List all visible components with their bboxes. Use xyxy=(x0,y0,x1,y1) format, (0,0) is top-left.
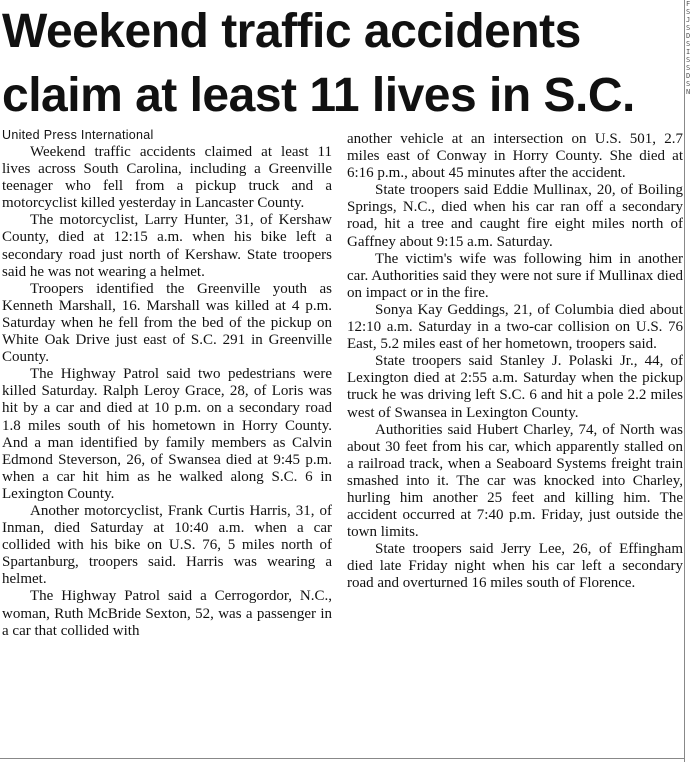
adjacent-column-fragment: F S J S D S I S S D S N xyxy=(686,0,691,96)
paragraph: Authorities said Hubert Charley, 74, of North was about 30 feet from his car, which apparently stalled on a railroad track, when a Seaboard Systems freight train smashed into it. The car was knocked into Charley, hurling him another 25 feet and killing him. The accident occurred at 7:40 p.m. Friday, just outside the town limits. xyxy=(347,421,683,541)
article-column-right xyxy=(347,131,683,593)
headline-line-2: claim at least 11 lives in S.C. xyxy=(2,69,635,122)
paragraph: Troopers identified the Greenville youth as Kenneth Marshall, 16. Marshall was killed at 4 p.m. Saturday when he fell from the bed of the pickup on White Oak Drive just east of S.C. 291 in Greenville County. xyxy=(2,280,332,366)
headline-line-1: Weekend traffic accidents xyxy=(2,5,581,58)
paragraph: Another motorcyclist, Frank Curtis Harris, 31, of Inman, died Saturday at 10:40 a.m. when a car collided with his bike on U.S. 76, 5 miles north of Spartanburg, troopers said. Harris was wearing a helmet. xyxy=(2,502,332,588)
paragraph: The victim's wife was following him in another car. Authorities said they were not sure if Mullinax died on impact or in the fire. xyxy=(347,250,683,301)
paragraph: The Highway Patrol said two pedestrians were killed Saturday. Ralph Leroy Grace, 28, of Loris was hit by a car and died at 10 p.m. on a secondary road 1.8 miles south of his hometown in Horry County. And a man identified by family members as Calvin Edmond Steverson, 26, of Swansea died at 9:45 p.m. when a car hit him as he walked along S.C. 6 in Lexington County. xyxy=(2,366,332,502)
article-column-left xyxy=(2,127,332,640)
paragraph: The Highway Patrol said a Cerrogordor, N.C., woman, Ruth McBride Sexton, 52, was a passenger in a car that collided with xyxy=(2,588,332,639)
bottom-rule xyxy=(0,758,684,759)
paragraph: State troopers said Stanley J. Polaski Jr., 44, of Lexington died at 2:55 a.m. Saturday when the pickup truck he was driving left S.C. 6 and hit a pole 2.2 miles west of Swansea in Lexington County. xyxy=(347,353,683,421)
paragraph: State troopers said Eddie Mullinax, 20, of Boiling Springs, N.C., died when his car ran off a secondary road, hit a tree and caught fire eight miles north of Gaffney about 9:15 a.m. Saturday. xyxy=(347,182,683,250)
byline: United Press International xyxy=(2,128,154,142)
paragraph: Sonya Kay Geddings, 21, of Columbia died about 12:10 a.m. Saturday in a two-car collision on U.S. 76 East, 5.2 miles east of her hometown, troopers said. xyxy=(347,301,683,353)
column-rule xyxy=(684,0,685,762)
paragraph: The motorcyclist, Larry Hunter, 31, of Kershaw County, died at 12:15 a.m. when his bike left a secondary road just north of Kershaw. State troopers said he was not wearing a helmet. xyxy=(2,212,332,280)
paragraph: Weekend traffic accidents claimed at least 11 lives across South Carolina, including a Greenville teenager who fell from a pickup truck and a motorcyclist killed yesterday in Lancaster County. xyxy=(2,144,332,212)
paragraph: State troopers said Jerry Lee, 26, of Effingham died late Friday night when his car left a secondary road and overturned 16 miles south of Florence. xyxy=(347,541,683,592)
paragraph-continuation: another vehicle at an intersection on U.S. 501, 2.7 miles east of Conway in Horry County. She died at 6:16 p.m., about 45 minutes after the accident. xyxy=(347,131,683,182)
